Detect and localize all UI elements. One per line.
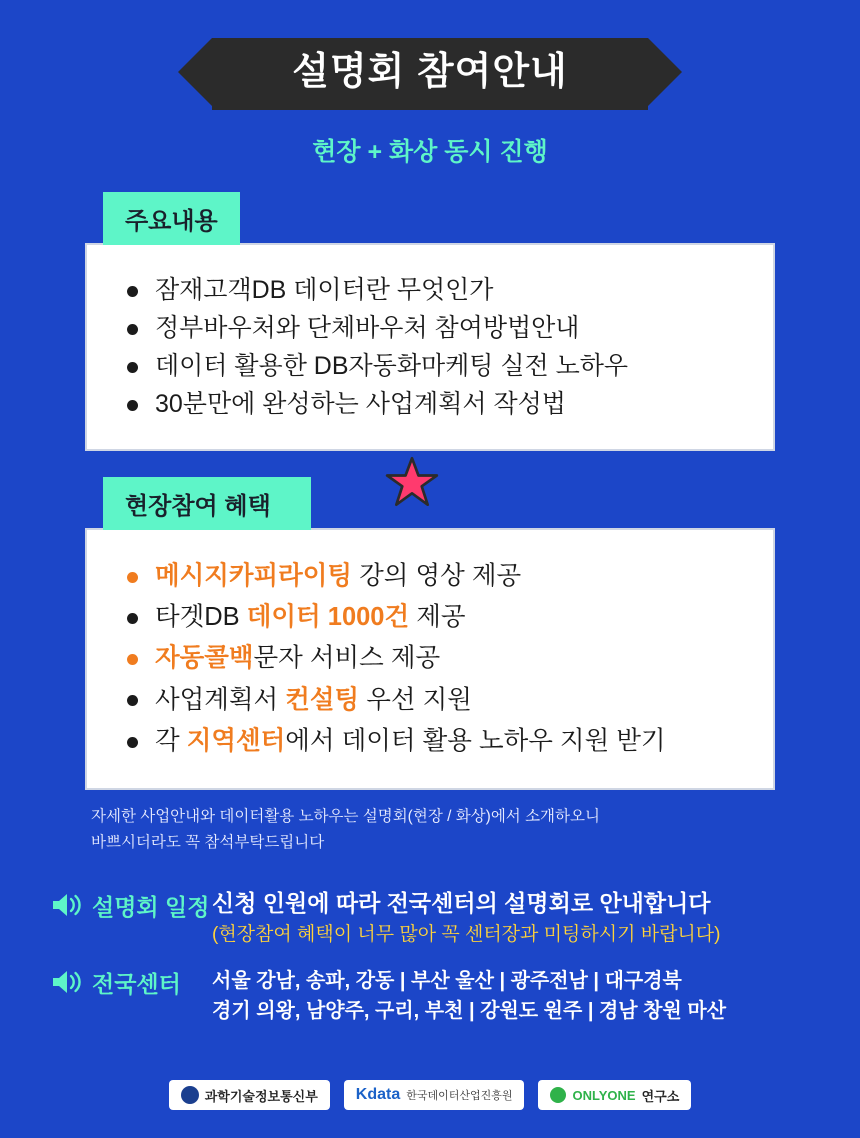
info-label-centers: 전국센터 [92,970,181,997]
benefit-highlight: 메시지카피라이팅 [155,561,353,590]
subtitle: 현장 + 화상 동시 진행 [312,137,548,166]
benefit-post: 우선 지원 [359,685,472,714]
info-row-centers [50,966,810,1026]
section-benefits [85,477,775,790]
list-item-label: 데이터 활용한 DB자동화마케팅 실전 노하우 [155,351,629,380]
bullet-dot-icon [127,572,138,583]
list-item [121,309,747,347]
benefit-highlight: 컨설팅 [285,685,360,714]
centers-line-2: 경기 의왕, 남양주, 구리, 부천 | 강원도 원주 | 경남 창원 마산 [212,999,727,1022]
list-item-label: 30분만에 완성하는 사업계획서 작성법 [155,389,566,418]
panel-main [85,243,775,451]
list-item [121,556,747,597]
logo-label: 과학기술정보통신부 [204,1088,318,1104]
bullet-dot-icon [127,654,138,665]
section-main-content [85,192,775,451]
logo-label: 한국데이터산업진흥원 [406,1090,513,1102]
bullet-dot-icon [127,613,138,624]
benefit-post: 제공 [409,603,466,632]
bullet-dot-icon [127,737,138,748]
page-title: 설명회 참여안내 [212,38,648,110]
logo-kdata [344,1080,525,1110]
benefit-highlight: 지역센터 [186,726,286,755]
bullet-dot-icon [127,400,138,411]
centers-line-1: 서울 강남, 송파, 강동 | 부산 울산 | 광주전남 | 대구경북 [212,969,682,992]
info-row-schedule [50,889,810,948]
benefit-highlight: 자동콜백 [155,644,254,673]
benefit-pre: 각 [155,726,187,755]
benefit-post: 에서 데이터 활용 노하우 지원 받기 [285,726,666,755]
list-item [121,271,747,309]
bullet-dot-icon [127,286,138,297]
list-item [121,385,747,423]
info-body-schedule [212,889,720,948]
logo-onlyone [538,1080,691,1110]
government-emblem-icon [181,1086,199,1104]
bullet-dot-icon [127,324,138,335]
main-content-list [121,271,747,423]
fineprint-line-1: 자세한 사업안내와 데이터활용 노하우는 설명회(현장 / 화상)에서 소개하오니 [91,808,600,826]
info-block [50,889,810,1026]
bullet-dot-icon [127,695,138,706]
benefit-post: 문자 서비스 제공 [253,644,441,673]
panel-benefits [85,528,775,790]
benefit-pre: 사업계획서 [155,685,286,714]
benefit-highlight: 데이터 1000건 [246,603,410,632]
section-tag-main: 주요내용 [103,192,240,245]
schedule-line-1: 신청 인원에 따라 전국센터의 설명회로 안내합니다 [212,890,711,917]
list-item [121,680,747,721]
speaker-icon [50,968,84,996]
star-icon [385,455,439,509]
bullet-dot-icon [127,362,138,373]
fineprint-line-2: 바쁘시더라도 꼭 참석부탁드립니다 [91,833,325,851]
benefit-pre: 타겟DB [155,603,247,632]
onlyone-mark-icon [550,1087,566,1103]
logo-label: ONLYONE [572,1087,636,1103]
info-label-schedule: 설명회 일정 [92,894,210,921]
fineprint [85,804,775,855]
list-item-label: 잠재고객DB 데이터란 무엇인가 [155,275,494,304]
section-tag-benefits: 현장참여 혜택 [103,477,311,530]
logo-sublabel: 연구소 [641,1088,680,1104]
list-item [121,347,747,385]
list-item [121,638,747,679]
list-item [121,597,747,638]
logo-msit [169,1080,330,1110]
info-body-centers [212,966,726,1026]
title-banner-wrap [0,38,860,110]
logo-bar [0,1080,860,1110]
kdata-mark-icon: Kdata [355,1086,401,1103]
benefits-list [121,556,747,762]
list-item [121,721,747,762]
list-item-label: 정부바우처와 단체바우처 참여방법안내 [155,313,580,342]
benefit-post: 강의 영상 제공 [352,561,522,590]
schedule-line-2: (현장참여 혜택이 너무 많아 꼭 센터장과 미팅하시기 바랍니다) [212,924,721,946]
speaker-icon [50,891,84,919]
